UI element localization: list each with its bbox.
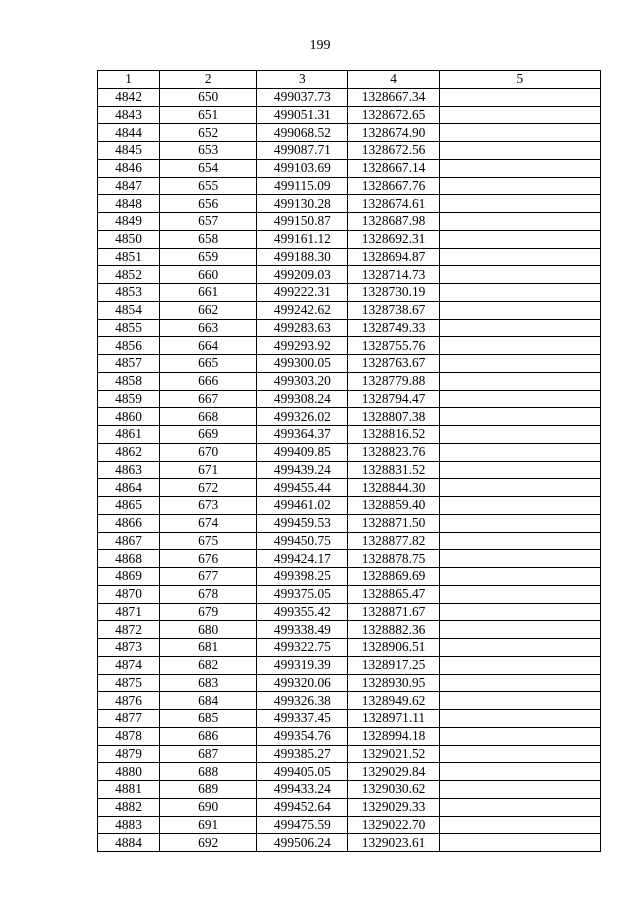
table-row — [98, 159, 601, 177]
table-row — [98, 319, 601, 337]
point-number-cell: 657 — [160, 213, 257, 231]
coordinate-y-cell: 1328749.33 — [348, 319, 439, 337]
table-row — [98, 532, 601, 550]
point-number-cell: 662 — [160, 301, 257, 319]
row-number-cell: 4858 — [98, 372, 160, 390]
note-cell — [439, 319, 600, 337]
note-cell — [439, 497, 600, 515]
note-cell — [439, 426, 600, 444]
coordinate-y-cell: 1328692.31 — [348, 230, 439, 248]
point-number-cell: 692 — [160, 834, 257, 852]
point-number-cell: 651 — [160, 106, 257, 124]
coordinate-x-cell: 499051.31 — [257, 106, 348, 124]
note-cell — [439, 355, 600, 373]
coordinate-x-cell: 499283.63 — [257, 319, 348, 337]
row-number-cell: 4870 — [98, 585, 160, 603]
coordinate-x-cell: 499452.64 — [257, 798, 348, 816]
coordinate-x-cell: 499385.27 — [257, 745, 348, 763]
column-header-3: 3 — [257, 71, 348, 89]
coordinate-x-cell: 499364.37 — [257, 426, 348, 444]
row-number-cell: 4882 — [98, 798, 160, 816]
table-body — [98, 88, 601, 851]
coordinate-x-cell: 499319.39 — [257, 656, 348, 674]
coordinate-x-cell: 499506.24 — [257, 834, 348, 852]
row-number-cell: 4880 — [98, 763, 160, 781]
coordinate-y-cell: 1328878.75 — [348, 550, 439, 568]
note-cell — [439, 443, 600, 461]
note-cell — [439, 656, 600, 674]
row-number-cell: 4879 — [98, 745, 160, 763]
coordinate-y-cell: 1328687.98 — [348, 213, 439, 231]
note-cell — [439, 568, 600, 586]
coordinate-y-cell: 1329029.84 — [348, 763, 439, 781]
row-number-cell: 4866 — [98, 514, 160, 532]
coordinate-x-cell: 499300.05 — [257, 355, 348, 373]
table-row — [98, 426, 601, 444]
coordinate-y-cell: 1328971.11 — [348, 710, 439, 728]
column-header-1: 1 — [98, 71, 160, 89]
note-cell — [439, 603, 600, 621]
coordinate-y-cell: 1328779.88 — [348, 372, 439, 390]
note-cell — [439, 159, 600, 177]
row-number-cell: 4852 — [98, 266, 160, 284]
coordinate-x-cell: 499303.20 — [257, 372, 348, 390]
coordinate-y-cell: 1329023.61 — [348, 834, 439, 852]
point-number-cell: 663 — [160, 319, 257, 337]
note-cell — [439, 248, 600, 266]
table-row — [98, 603, 601, 621]
table-row — [98, 88, 601, 106]
coordinate-x-cell: 499424.17 — [257, 550, 348, 568]
point-number-cell: 682 — [160, 656, 257, 674]
coordinate-x-cell: 499322.75 — [257, 639, 348, 657]
point-number-cell: 672 — [160, 479, 257, 497]
note-cell — [439, 479, 600, 497]
table-row — [98, 710, 601, 728]
coordinate-y-cell: 1328694.87 — [348, 248, 439, 266]
coordinate-x-cell: 499087.71 — [257, 142, 348, 160]
coordinate-x-cell: 499150.87 — [257, 213, 348, 231]
row-number-cell: 4853 — [98, 284, 160, 302]
point-number-cell: 685 — [160, 710, 257, 728]
point-number-cell: 681 — [160, 639, 257, 657]
table-row — [98, 763, 601, 781]
coordinate-y-cell: 1328917.25 — [348, 656, 439, 674]
coordinate-x-cell: 499405.05 — [257, 763, 348, 781]
coordinate-x-cell: 499375.05 — [257, 585, 348, 603]
point-number-cell: 650 — [160, 88, 257, 106]
coordinate-y-cell: 1328930.95 — [348, 674, 439, 692]
coordinate-y-cell: 1328672.56 — [348, 142, 439, 160]
note-cell — [439, 621, 600, 639]
point-number-cell: 690 — [160, 798, 257, 816]
row-number-cell: 4849 — [98, 213, 160, 231]
row-number-cell: 4857 — [98, 355, 160, 373]
table-row — [98, 230, 601, 248]
table-row — [98, 301, 601, 319]
row-number-cell: 4877 — [98, 710, 160, 728]
coordinate-x-cell: 499326.38 — [257, 692, 348, 710]
point-number-cell: 689 — [160, 781, 257, 799]
row-number-cell: 4883 — [98, 816, 160, 834]
table-row — [98, 834, 601, 852]
table-row — [98, 674, 601, 692]
table-row — [98, 692, 601, 710]
table-row — [98, 142, 601, 160]
row-number-cell: 4860 — [98, 408, 160, 426]
point-number-cell: 656 — [160, 195, 257, 213]
coordinates-table — [97, 70, 601, 852]
row-number-cell: 4876 — [98, 692, 160, 710]
point-number-cell: 687 — [160, 745, 257, 763]
note-cell — [439, 408, 600, 426]
row-number-cell: 4842 — [98, 88, 160, 106]
coordinate-y-cell: 1328865.47 — [348, 585, 439, 603]
coordinate-x-cell: 499355.42 — [257, 603, 348, 621]
row-number-cell: 4868 — [98, 550, 160, 568]
coordinate-y-cell: 1328755.76 — [348, 337, 439, 355]
row-number-cell: 4847 — [98, 177, 160, 195]
note-cell — [439, 674, 600, 692]
point-number-cell: 664 — [160, 337, 257, 355]
row-number-cell: 4875 — [98, 674, 160, 692]
table-row — [98, 816, 601, 834]
table-row — [98, 745, 601, 763]
column-header-2: 2 — [160, 71, 257, 89]
point-number-cell: 670 — [160, 443, 257, 461]
coordinate-y-cell: 1328667.76 — [348, 177, 439, 195]
row-number-cell: 4872 — [98, 621, 160, 639]
note-cell — [439, 390, 600, 408]
table-row — [98, 497, 601, 515]
point-number-cell: 653 — [160, 142, 257, 160]
column-header-4: 4 — [348, 71, 439, 89]
row-number-cell: 4854 — [98, 301, 160, 319]
coordinate-x-cell: 499222.31 — [257, 284, 348, 302]
note-cell — [439, 106, 600, 124]
coordinate-x-cell: 499475.59 — [257, 816, 348, 834]
note-cell — [439, 763, 600, 781]
note-cell — [439, 88, 600, 106]
note-cell — [439, 195, 600, 213]
page-number: 199 — [309, 38, 331, 53]
table-row — [98, 408, 601, 426]
note-cell — [439, 461, 600, 479]
coordinate-y-cell: 1328859.40 — [348, 497, 439, 515]
coordinate-y-cell: 1328871.67 — [348, 603, 439, 621]
coordinate-y-cell: 1328763.67 — [348, 355, 439, 373]
row-number-cell: 4864 — [98, 479, 160, 497]
table-row — [98, 727, 601, 745]
point-number-cell: 666 — [160, 372, 257, 390]
note-cell — [439, 142, 600, 160]
point-number-cell: 654 — [160, 159, 257, 177]
table-row — [98, 798, 601, 816]
note-cell — [439, 639, 600, 657]
coordinate-x-cell: 499242.62 — [257, 301, 348, 319]
note-cell — [439, 550, 600, 568]
coordinate-x-cell: 499459.53 — [257, 514, 348, 532]
coordinate-y-cell: 1328674.90 — [348, 124, 439, 142]
coordinate-y-cell: 1329021.52 — [348, 745, 439, 763]
point-number-cell: 688 — [160, 763, 257, 781]
coordinate-x-cell: 499320.06 — [257, 674, 348, 692]
table-row — [98, 337, 601, 355]
note-cell — [439, 781, 600, 799]
coordinate-y-cell: 1328949.62 — [348, 692, 439, 710]
coordinate-x-cell: 499455.44 — [257, 479, 348, 497]
row-number-cell: 4878 — [98, 727, 160, 745]
note-cell — [439, 692, 600, 710]
row-number-cell: 4865 — [98, 497, 160, 515]
note-cell — [439, 585, 600, 603]
table-row — [98, 479, 601, 497]
note-cell — [439, 727, 600, 745]
table-row — [98, 656, 601, 674]
coordinate-x-cell: 499068.52 — [257, 124, 348, 142]
table-row — [98, 639, 601, 657]
coordinate-x-cell: 499188.30 — [257, 248, 348, 266]
point-number-cell: 673 — [160, 497, 257, 515]
point-number-cell: 660 — [160, 266, 257, 284]
table-row — [98, 106, 601, 124]
point-number-cell: 661 — [160, 284, 257, 302]
coordinate-y-cell: 1328882.36 — [348, 621, 439, 639]
row-number-cell: 4871 — [98, 603, 160, 621]
row-number-cell: 4869 — [98, 568, 160, 586]
table-row — [98, 284, 601, 302]
coordinate-x-cell: 499461.02 — [257, 497, 348, 515]
note-cell — [439, 745, 600, 763]
point-number-cell: 675 — [160, 532, 257, 550]
coordinate-x-cell: 499209.03 — [257, 266, 348, 284]
note-cell — [439, 710, 600, 728]
coordinate-y-cell: 1328871.50 — [348, 514, 439, 532]
note-cell — [439, 177, 600, 195]
coordinate-y-cell: 1328672.65 — [348, 106, 439, 124]
point-number-cell: 659 — [160, 248, 257, 266]
coordinate-x-cell: 499439.24 — [257, 461, 348, 479]
coordinate-x-cell: 499338.49 — [257, 621, 348, 639]
coordinate-x-cell: 499337.45 — [257, 710, 348, 728]
point-number-cell: 652 — [160, 124, 257, 142]
table-row — [98, 443, 601, 461]
coordinate-x-cell: 499409.85 — [257, 443, 348, 461]
coordinate-x-cell: 499308.24 — [257, 390, 348, 408]
point-number-cell: 676 — [160, 550, 257, 568]
table-row — [98, 266, 601, 284]
coordinate-y-cell: 1328714.73 — [348, 266, 439, 284]
table-row — [98, 213, 601, 231]
row-number-cell: 4845 — [98, 142, 160, 160]
point-number-cell: 684 — [160, 692, 257, 710]
note-cell — [439, 284, 600, 302]
table-row — [98, 355, 601, 373]
note-cell — [439, 816, 600, 834]
coordinate-y-cell: 1328869.69 — [348, 568, 439, 586]
row-number-cell: 4856 — [98, 337, 160, 355]
coordinate-y-cell: 1329030.62 — [348, 781, 439, 799]
coordinate-y-cell: 1328667.34 — [348, 88, 439, 106]
coordinate-x-cell: 499037.73 — [257, 88, 348, 106]
coordinate-x-cell: 499433.24 — [257, 781, 348, 799]
table-row — [98, 585, 601, 603]
coordinate-y-cell: 1328730.19 — [348, 284, 439, 302]
point-number-cell: 680 — [160, 621, 257, 639]
point-number-cell: 686 — [160, 727, 257, 745]
point-number-cell: 667 — [160, 390, 257, 408]
table-row — [98, 177, 601, 195]
coordinate-y-cell: 1329029.33 — [348, 798, 439, 816]
coordinate-y-cell: 1328877.82 — [348, 532, 439, 550]
point-number-cell: 679 — [160, 603, 257, 621]
point-number-cell: 665 — [160, 355, 257, 373]
point-number-cell: 674 — [160, 514, 257, 532]
note-cell — [439, 372, 600, 390]
note-cell — [439, 532, 600, 550]
row-number-cell: 4867 — [98, 532, 160, 550]
coordinate-x-cell: 499103.69 — [257, 159, 348, 177]
note-cell — [439, 230, 600, 248]
column-header-5: 5 — [439, 71, 600, 89]
coordinate-y-cell: 1328994.18 — [348, 727, 439, 745]
row-number-cell: 4851 — [98, 248, 160, 266]
table-header-row — [98, 71, 601, 89]
row-number-cell: 4846 — [98, 159, 160, 177]
row-number-cell: 4861 — [98, 426, 160, 444]
row-number-cell: 4863 — [98, 461, 160, 479]
row-number-cell: 4874 — [98, 656, 160, 674]
note-cell — [439, 301, 600, 319]
row-number-cell: 4862 — [98, 443, 160, 461]
table-row — [98, 461, 601, 479]
table-row — [98, 514, 601, 532]
point-number-cell: 658 — [160, 230, 257, 248]
coordinate-x-cell: 499326.02 — [257, 408, 348, 426]
table-row — [98, 781, 601, 799]
coordinate-y-cell: 1328823.76 — [348, 443, 439, 461]
row-number-cell: 4850 — [98, 230, 160, 248]
point-number-cell: 655 — [160, 177, 257, 195]
note-cell — [439, 213, 600, 231]
coordinate-x-cell: 499161.12 — [257, 230, 348, 248]
point-number-cell: 671 — [160, 461, 257, 479]
table-row — [98, 621, 601, 639]
point-number-cell: 677 — [160, 568, 257, 586]
note-cell — [439, 834, 600, 852]
point-number-cell: 691 — [160, 816, 257, 834]
point-number-cell: 669 — [160, 426, 257, 444]
coordinate-y-cell: 1328674.61 — [348, 195, 439, 213]
table-row — [98, 390, 601, 408]
table-row — [98, 550, 601, 568]
row-number-cell: 4873 — [98, 639, 160, 657]
coordinate-y-cell: 1328738.67 — [348, 301, 439, 319]
coordinate-x-cell: 499115.09 — [257, 177, 348, 195]
table-row — [98, 372, 601, 390]
coordinate-x-cell: 499130.28 — [257, 195, 348, 213]
note-cell — [439, 124, 600, 142]
coordinate-x-cell: 499293.92 — [257, 337, 348, 355]
note-cell — [439, 798, 600, 816]
coordinate-y-cell: 1328667.14 — [348, 159, 439, 177]
coordinate-x-cell: 499354.76 — [257, 727, 348, 745]
point-number-cell: 683 — [160, 674, 257, 692]
row-number-cell: 4843 — [98, 106, 160, 124]
coordinate-y-cell: 1328816.52 — [348, 426, 439, 444]
coordinate-y-cell: 1328831.52 — [348, 461, 439, 479]
coordinate-x-cell: 499450.75 — [257, 532, 348, 550]
note-cell — [439, 514, 600, 532]
point-number-cell: 678 — [160, 585, 257, 603]
row-number-cell: 4844 — [98, 124, 160, 142]
table-row — [98, 124, 601, 142]
coordinate-y-cell: 1329022.70 — [348, 816, 439, 834]
row-number-cell: 4859 — [98, 390, 160, 408]
coordinate-y-cell: 1328844.30 — [348, 479, 439, 497]
row-number-cell: 4884 — [98, 834, 160, 852]
row-number-cell: 4881 — [98, 781, 160, 799]
coordinate-y-cell: 1328906.51 — [348, 639, 439, 657]
table-row — [98, 195, 601, 213]
point-number-cell: 668 — [160, 408, 257, 426]
coordinate-x-cell: 499398.25 — [257, 568, 348, 586]
note-cell — [439, 337, 600, 355]
coordinate-y-cell: 1328807.38 — [348, 408, 439, 426]
row-number-cell: 4855 — [98, 319, 160, 337]
note-cell — [439, 266, 600, 284]
table-row — [98, 248, 601, 266]
row-number-cell: 4848 — [98, 195, 160, 213]
table-row — [98, 568, 601, 586]
coordinate-y-cell: 1328794.47 — [348, 390, 439, 408]
